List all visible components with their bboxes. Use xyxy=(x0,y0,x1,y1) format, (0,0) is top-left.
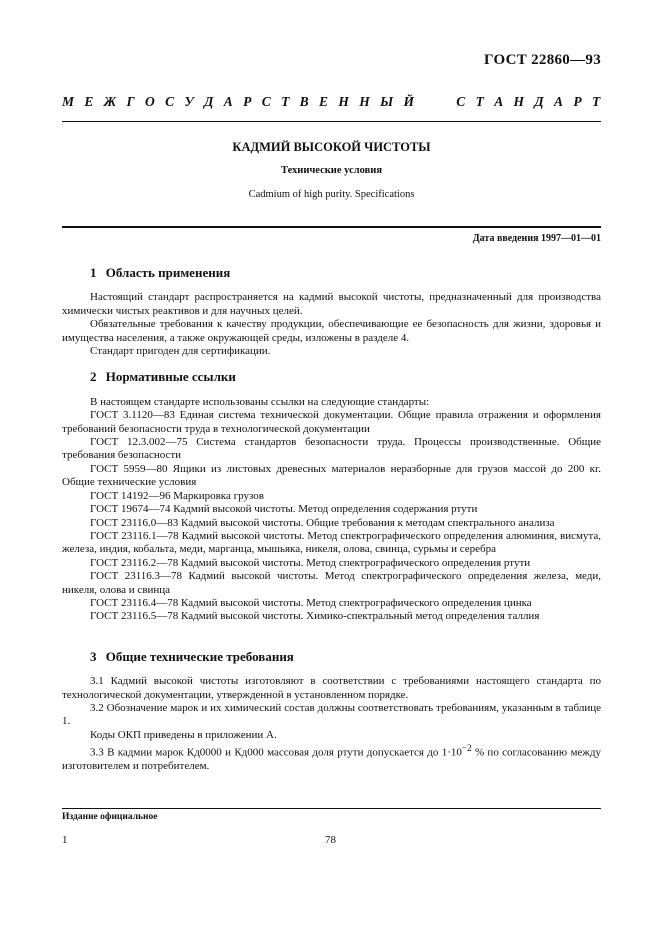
reference-item: ГОСТ 5959—80 Ящики из листовых древесных материалов неразборные для грузов массой до 200 кг. Общие технические условия xyxy=(62,462,601,489)
document-subtitle: Технические условия xyxy=(280,165,383,176)
reference-item: ГОСТ 12.3.002—75 Система стандартов безопасности труда. Процессы производственные. Общие требования безопасности xyxy=(62,436,601,462)
spacer xyxy=(62,624,601,650)
banner-letter: М xyxy=(62,94,75,109)
banner-letter: С xyxy=(261,94,272,109)
banner-letter: Н xyxy=(338,94,350,109)
banner-letter: Ы xyxy=(380,94,394,109)
intro-date: Дата введения 1997—01—01 xyxy=(472,233,601,244)
divider xyxy=(62,121,601,122)
banner-letter: Й xyxy=(403,94,415,109)
paragraph: 3.1 Кадмий высокой чистоты изготовляют в соответствии с требованиями настоящего стандарта по технологической документации, утвержденной в установленном порядке. xyxy=(62,675,601,701)
text-run: % по согласованию между изготовителем и потребителем. xyxy=(62,746,602,773)
banner-letter: Н xyxy=(513,94,525,109)
section-title: Нормативные ссылки xyxy=(105,369,236,385)
banner-letter: Е xyxy=(84,94,94,109)
banner-letter: В xyxy=(299,94,310,109)
reference-item: ГОСТ 23116.4—78 Кадмий высокой чистоты. Метод спектрографического определения цинка xyxy=(90,596,532,609)
divider xyxy=(62,808,601,809)
paragraph: Настоящий стандарт распространяется на кадмий высокой чистоты, предназначенный для производства химически чистых реактивов и для научных целей. xyxy=(62,291,601,317)
banner-letter: А xyxy=(223,94,234,109)
section-heading xyxy=(62,370,601,383)
banner-letter: Т xyxy=(281,94,290,109)
document-title: КАДМИЙ ВЫСОКОЙ ЧИСТОТЫ xyxy=(232,140,431,154)
banner-letter: Т xyxy=(475,94,485,109)
exponent: −2 xyxy=(461,743,472,754)
reference-item: ГОСТ 19674—74 Кадмий высокой чистоты. Метод определения содержания ртути xyxy=(90,503,478,516)
banner-letter: У xyxy=(184,94,195,109)
banner-letter: Д xyxy=(534,94,545,109)
reference-item: ГОСТ 23116.2—78 Кадмий высокой чистоты. Метод спектрографического определения ртути xyxy=(90,556,531,569)
section-heading xyxy=(62,266,601,279)
reference-item: ГОСТ 23116.1—78 Кадмий высокой чистоты. Метод спектрографического определения алюминия, висмута, железа, индия, кобальта, меди, марганца, мышьяка, никеля, олова, свинца, сурьмы и серебра xyxy=(62,529,601,556)
reference-item: ГОСТ 3.1120—83 Единая система технической документации. Общие правила отражения и оформления требований безопасности труда в технологической документации xyxy=(62,409,601,435)
banner-gap xyxy=(424,94,446,110)
reference-item: ГОСТ 14192—96 Маркировка грузов xyxy=(90,489,264,502)
section-heading xyxy=(62,650,601,663)
banner-letter: Д xyxy=(204,94,214,109)
paragraph: Стандарт пригоден для сертификации. xyxy=(90,345,271,358)
banner-letter: С xyxy=(165,94,175,109)
section-title: Область применения xyxy=(105,265,231,280)
gost-number: ГОСТ 22860—93 xyxy=(483,52,601,68)
banner-letter: Е xyxy=(319,94,329,109)
section-number: 2 xyxy=(90,369,97,385)
reference-item: ГОСТ 23116.0—83 Кадмий высокой чистоты. Общие требования к методам спектрального анализа xyxy=(90,516,555,529)
page-number-center: 78 xyxy=(325,834,336,846)
banner-letter: С xyxy=(456,94,466,109)
divider-thick xyxy=(62,226,601,228)
official-edition-label: Издание официальное xyxy=(62,812,158,822)
page-number-left: 1 xyxy=(62,834,68,846)
standard-banner xyxy=(62,94,601,110)
section-number: 3 xyxy=(90,648,97,664)
document-body xyxy=(62,266,601,774)
paragraph: В настоящем стандарте использованы ссылки на следующие стандарты: xyxy=(90,395,430,408)
paragraph-3-3 xyxy=(62,742,601,773)
paragraph: 3.2 Обозначение марок и их химический состав должны соответствовать требованиям, указанным в таблице 1. xyxy=(62,701,601,728)
banner-letter: Р xyxy=(243,94,252,109)
banner-letter: О xyxy=(144,94,156,109)
banner-letter: Г xyxy=(126,94,136,109)
paragraph: Обязательные требования к качеству продукции, обеспечивающие ее безопасность для жизни, здоровья и имущества населения, а также окружающей среды, изложены в разделе 4. xyxy=(62,318,601,344)
banner-letter: Ж xyxy=(103,94,117,109)
english-title: Cadmium of high purity. Specifications xyxy=(248,189,415,200)
banner-letter: Н xyxy=(359,94,371,109)
banner-letter: А xyxy=(553,94,564,109)
paragraph: Коды ОКП приведены в приложении А. xyxy=(90,728,277,741)
text-run: 3.3 В кадмии марок Кд0000 и Кд000 массовая доля ртути допускается до 1·10 xyxy=(90,746,462,759)
reference-item: ГОСТ 23116.5—78 Кадмий высокой чистоты. Химико-спектральный метод определения таллия xyxy=(90,610,540,623)
banner-letter: Р xyxy=(573,94,583,109)
section-number: 1 xyxy=(90,265,97,280)
section-title: Общие технические требования xyxy=(105,648,294,664)
banner-letter: А xyxy=(494,94,504,109)
reference-item: ГОСТ 23116.3—78 Кадмий высокой чистоты. Метод спектрографического определения железа, меди, никеля, олова и свинца xyxy=(62,570,601,596)
banner-letter: Т xyxy=(591,94,601,109)
